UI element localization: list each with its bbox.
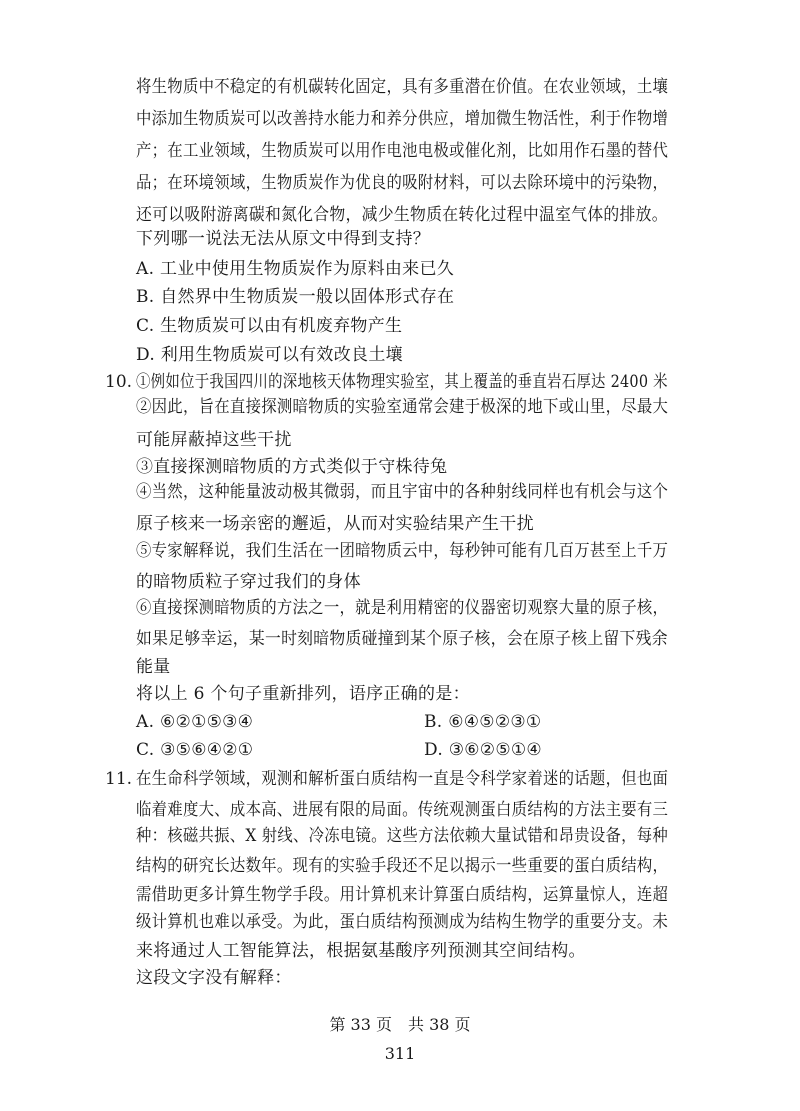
q10-option-b: B. ⑥④⑤②③① (424, 712, 542, 732)
passage9-line: 中添加生物质炭可以改善持水能力和养分供应，增加微生物活性，利于作物增 (136, 109, 669, 129)
q10-sentence-line: 能量 (136, 657, 171, 677)
q10-question: 将以上 6 个句子重新排列，语序正确的是： (136, 684, 470, 704)
q11-passage-line: 种：核磁共振、X 射线、冷冻电镜。这些方法依赖大量试错和昂贵设备，每种 (136, 826, 668, 846)
q10-sentence-line: 可能屏蔽掉这些干扰 (136, 430, 292, 450)
page-info: 第 33 页 共 38 页 (329, 1015, 471, 1034)
passage9-line: 品；在环境领域，生物质炭作为优良的吸附材料，可以去除环境中的污染物， (136, 173, 669, 193)
q10-sentence-line: ⑥直接探测暗物质的方法之一，就是利用精密的仪器密切观察大量的原子核， (136, 598, 669, 618)
q10-sentence-line: ③直接探测暗物质的方式类似于守株待兔 (136, 457, 448, 477)
q10-sentence-line: ②因此，旨在直接探测暗物质的实验室通常会建于极深的地下或山里，尽最大 (136, 397, 669, 417)
q11-question: 这段文字没有解释： (136, 968, 292, 988)
passage9-option-d: D. 利用生物质炭可以有效改良土壤 (136, 345, 403, 365)
q11-passage-line: 需借助更多计算生物学手段。用计算机来计算蛋白质结构，运算量惊人，连超 (136, 885, 669, 905)
page-number: 311 (384, 1044, 416, 1063)
q10-option-a: A. ⑥②①⑤③④ (136, 712, 254, 732)
q11-passage-line: 结构的研究长达数年。现有的实验手段还不足以揭示一些重要的蛋白质结构， (136, 856, 669, 876)
q10-sentence-line: 原子核来一场亲密的邂逅，从而对实验结果产生干扰 (136, 514, 534, 534)
q10-sentence-line: 如果足够幸运，某一时刻暗物质碰撞到某个原子核，会在原子核上留下残余 (136, 629, 668, 649)
passage9-option-c: C. 生物质炭可以由有机废弃物产生 (136, 316, 403, 336)
q10-option-d: D. ③⑥②⑤①④ (424, 740, 542, 760)
passage9-line: 将生物质中不稳定的有机碳转化固定，具有多重潜在价值。在农业领域，土壤 (136, 77, 669, 97)
q10-sentence-line: ①例如位于我国四川的深地核天体物理实验室，其上覆盖的垂直岩石厚达 2400 米 (136, 372, 668, 392)
q10-sentence-line: ④当然，这种能量波动极其微弱，而且宇宙中的各种射线同样也有机会与这个 (136, 482, 669, 502)
passage9-line: 还可以吸附游离碳和氮化合物，减少生物质在转化过程中温室气体的排放。 (136, 205, 668, 225)
q10-sentence-line: ⑤专家解释说，我们生活在一团暗物质云中，每秒钟可能有几百万甚至上千万 (136, 541, 669, 561)
q11-passage-line: 级计算机也难以承受。为此，蛋白质结构预测成为结构生物学的重要分支。未 (136, 912, 669, 932)
passage9-line: 产；在工业领域，生物质炭可以用作电池电极或催化剂，比如用作石墨的替代 (136, 141, 669, 161)
q10-sentence-line: 的暗物质粒子穿过我们的身体 (136, 572, 361, 592)
q10-number: 10. (105, 372, 133, 392)
passage9-option-b: B. 自然界中生物质炭一般以固体形式存在 (136, 287, 455, 307)
q10-option-c: C. ③⑤⑥④②① (136, 740, 254, 760)
q11-number: 11. (105, 769, 133, 789)
passage9-question: 下列哪一说法无法从原文中得到支持？ (136, 229, 431, 249)
q11-passage-line: 临着难度大、成本高、进展有限的局面。传统观测蛋白质结构的方法主要有三 (136, 800, 669, 820)
q11-passage-line: 在生命科学领域，观测和解析蛋白质结构一直是令科学家着迷的话题，但也面 (136, 769, 669, 789)
passage9-option-a: A. 工业中使用生物质炭作为原料由来已久 (136, 259, 455, 279)
q11-passage-line: 来将通过人工智能算法，根据氨基酸序列预测其空间结构。 (136, 941, 586, 961)
